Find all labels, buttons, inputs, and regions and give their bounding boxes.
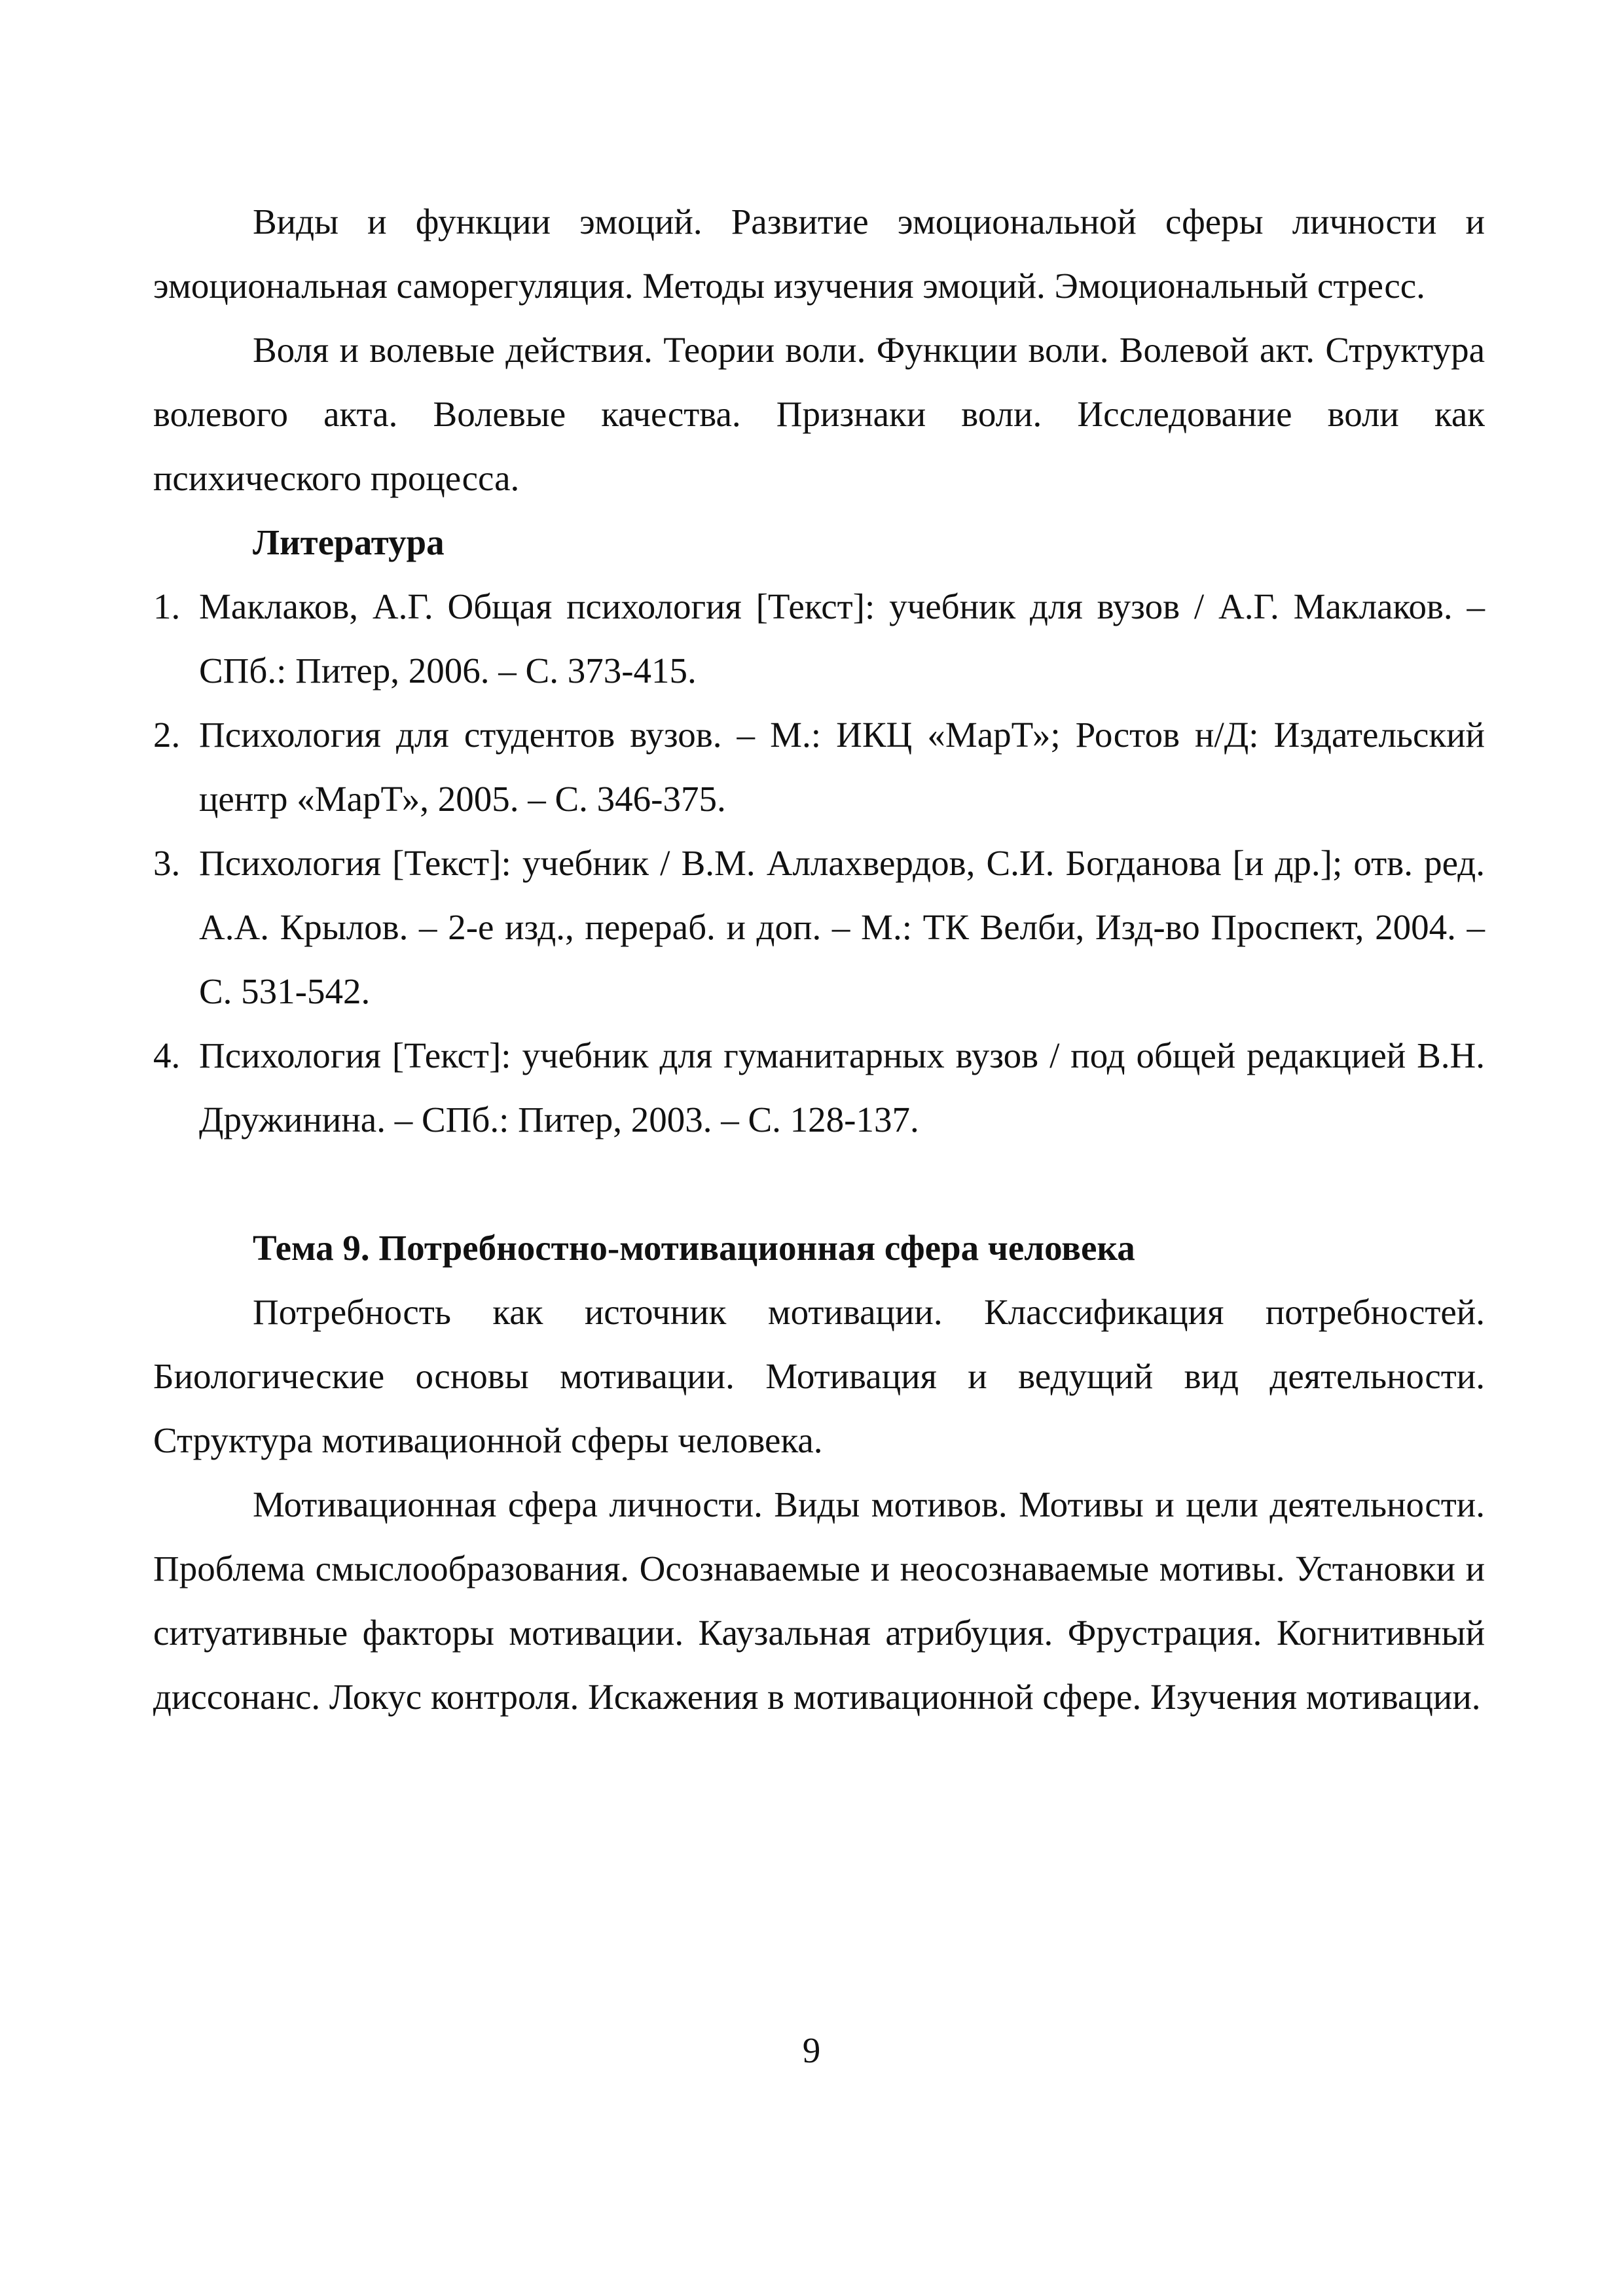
literature-item-number: 3. [153, 843, 181, 883]
literature-item [153, 1024, 1485, 1152]
literature-item-number: 4. [153, 1035, 181, 1075]
topic9-heading: Тема 9. Потребностно-мотивационная сфера человека [253, 1228, 1135, 1268]
literature-list [153, 575, 1485, 1152]
literature-item-text: Психология для студентов вузов. – М.: ИКЦ «МарТ»; Ростов н/Д: Издательский центр «МарТ», 2005. – С. 346-375. [199, 715, 1485, 819]
literature-item [153, 703, 1485, 831]
literature-item-number: 1. [153, 586, 181, 626]
literature-item-text: Маклаков, А.Г. Общая психология [Текст]: учебник для вузов / А.Г. Маклаков. – СПб.: Питер, 2006. – С. 373-415. [199, 586, 1485, 691]
literature-heading: Литература [253, 522, 445, 562]
paragraph-emotions: Виды и функции эмоций. Развитие эмоциональной сферы личности и эмоциональная саморегуляция. Методы изучения эмоций. Эмоциональный стресс. [153, 202, 1485, 306]
paragraph-will: Воля и волевые действия. Теории воли. Функции воли. Волевой акт. Структура волевого акта. Волевые качества. Признаки воли. Исследование воли как психического процесса. [153, 330, 1485, 498]
literature-item [153, 575, 1485, 703]
literature-item-text: Психология [Текст]: учебник для гуманитарных вузов / под общей редакцией В.Н. Дружинина. – СПб.: Питер, 2003. – С. 128-137. [199, 1035, 1485, 1139]
literature-item [153, 831, 1485, 1024]
literature-item-number: 2. [153, 715, 181, 755]
paragraph-needs: Потребность как источник мотивации. Классификация потребностей. Биологические основы мотивации. Мотивация и ведущий вид деятельности. Структура мотивационной сферы человека. [153, 1292, 1485, 1460]
page-number: 9 [802, 2030, 821, 2070]
paragraph-motivation-sphere: Мотивационная сфера личности. Виды мотивов. Мотивы и цели деятельности. Проблема смыслообразования. Осознаваемые и неосознаваемые мотивы. Установки и ситуативные факторы мотивации. Каузальная атрибуция. Фрустрация. Когнитивный диссонанс. Локус контроля. Искажения в мотивационной сфере. Изучения мотивации. [153, 1484, 1485, 1717]
page-content [153, 190, 1485, 1729]
section-spacer [153, 1152, 1485, 1216]
literature-item-text: Психология [Текст]: учебник / В.М. Аллахвердов, С.И. Богданова [и др.]; отв. ред. А.А. Крылов. – 2-е изд., перераб. и доп. – М.: ТК Велби, Изд-во Проспект, 2004. – С. 531-542. [199, 843, 1485, 1011]
